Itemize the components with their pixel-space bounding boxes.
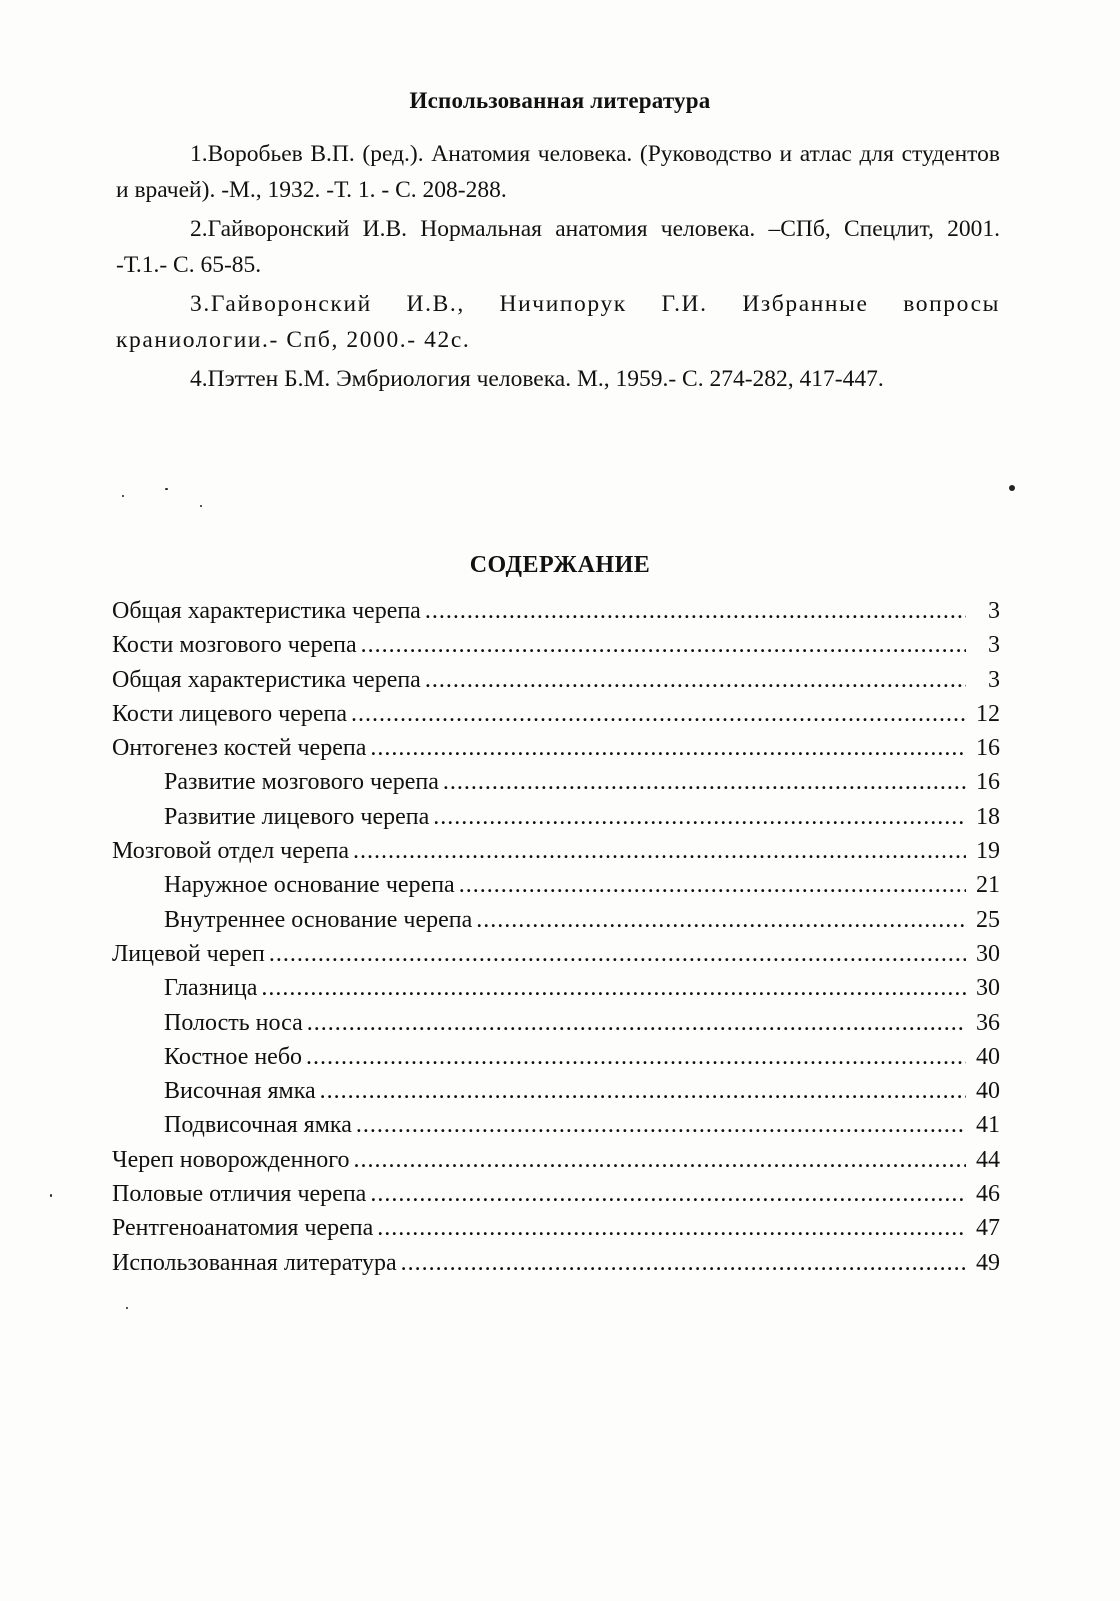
toc-entry bbox=[112, 1143, 1000, 1177]
toc-entry-title: Подвисочная ямка bbox=[164, 1112, 352, 1139]
toc-entry-page: 3 bbox=[988, 666, 1000, 693]
toc-entry bbox=[112, 1246, 1000, 1280]
toc-leader-dots bbox=[320, 1074, 966, 1108]
toc-leader-dots bbox=[307, 1006, 966, 1040]
toc-entry-title: Развитие лицевого черепа bbox=[164, 803, 430, 830]
toc-leader-dots bbox=[261, 971, 966, 1005]
toc-subentry bbox=[112, 1074, 1000, 1108]
toc-entry-page: 47 bbox=[976, 1215, 1000, 1242]
toc-leader-dots bbox=[351, 697, 966, 731]
toc-entry-page: 18 bbox=[976, 803, 1000, 830]
toc-leader-dots bbox=[401, 1246, 966, 1280]
toc-subentry bbox=[112, 903, 1000, 937]
toc-entry-page: 3 bbox=[988, 632, 1000, 659]
toc-entry-page: 40 bbox=[976, 1043, 1000, 1070]
toc-leader-dots bbox=[269, 937, 966, 971]
toc-subentry bbox=[112, 800, 1000, 834]
reference-item: 2.Гайворонский И.В. Нормальная анатомия человека. –СПб, Спецлит, 2001. -Т.1.- С. 65-85. bbox=[116, 216, 1000, 278]
toc-leader-dots bbox=[361, 628, 966, 662]
toc-entry bbox=[112, 1211, 1000, 1245]
toc-subentry bbox=[112, 765, 1000, 799]
toc-entry-page: 40 bbox=[976, 1078, 1000, 1105]
toc-leader-dots bbox=[425, 594, 966, 628]
toc-entry-title: Общая характеристика черепа bbox=[112, 598, 421, 624]
toc-entry-page: 21 bbox=[976, 872, 1000, 899]
toc-leader-dots bbox=[370, 731, 966, 765]
toc-subentry bbox=[112, 1006, 1000, 1040]
reference-item: 1.Воробьев В.П. (ред.). Анатомия человека. (Руководство и атлас для студентов и врачей). -М., 1932. -Т. 1. - С. 208-288. bbox=[116, 141, 1000, 203]
toc-leader-dots bbox=[370, 1177, 966, 1211]
toc-entry-page: 3 bbox=[988, 598, 1000, 624]
toc-entry-title: Развитие мозгового черепа bbox=[164, 769, 439, 796]
toc-subentry bbox=[112, 971, 1000, 1005]
toc-entry-page: 30 bbox=[976, 940, 1000, 967]
toc-entry-title: Костное небо bbox=[164, 1043, 303, 1070]
toc-leader-dots bbox=[356, 1108, 966, 1142]
toc-entry-title: Глазница bbox=[164, 975, 258, 1002]
toc-entry-title: Череп новорожденного bbox=[112, 1146, 350, 1173]
toc-entry-page: 36 bbox=[976, 1009, 1000, 1036]
scan-speck bbox=[1009, 485, 1015, 491]
toc-leader-dots bbox=[353, 834, 966, 868]
toc-entry-title: Наружное основание черепа bbox=[164, 872, 455, 899]
toc-entry-page: 41 bbox=[976, 1112, 1000, 1139]
reference-item: 3.Гайворонский И.В., Ничипорук Г.И. Избранные вопросы краниологии.- Спб, 2000.- 42с. bbox=[116, 291, 1000, 353]
toc-subentry bbox=[112, 1040, 1000, 1074]
toc-entry-page: 46 bbox=[976, 1181, 1000, 1208]
toc-entry-title: Лицевой череп bbox=[112, 940, 265, 967]
toc-leader-dots bbox=[433, 800, 966, 834]
toc-entry-title: Общая характеристика черепа bbox=[112, 666, 421, 693]
references-heading: Использованная литература bbox=[409, 88, 711, 113]
toc-leader-dots bbox=[354, 1143, 966, 1177]
toc-entry-title: Мозговой отдел черепа bbox=[112, 838, 350, 865]
reference-item: 4.Пэттен Б.М. Эмбриология человека. М., 1959.- С. 274-282, 417-447. bbox=[190, 366, 884, 392]
toc-subentry bbox=[112, 868, 1000, 902]
toc-entry bbox=[112, 1177, 1000, 1211]
toc-entry bbox=[112, 628, 1000, 662]
toc-entry-title: Височная ямка bbox=[164, 1078, 316, 1105]
toc-entry-page: 12 bbox=[976, 700, 1000, 727]
scan-speck bbox=[200, 505, 202, 507]
table-of-contents bbox=[112, 594, 1000, 1280]
toc-entry-title: Полость носа bbox=[164, 1009, 303, 1036]
toc-heading: СОДЕРЖАНИЕ bbox=[469, 552, 651, 578]
toc-leader-dots bbox=[459, 868, 966, 902]
toc-entry bbox=[112, 937, 1000, 971]
scan-speck bbox=[165, 488, 168, 490]
toc-entry bbox=[112, 594, 1000, 628]
toc-subentry bbox=[112, 1108, 1000, 1142]
toc-entry-title: Онтогенез костей черепа bbox=[112, 735, 367, 762]
toc-entry-title: Половые отличия черепа bbox=[112, 1181, 367, 1208]
toc-entry bbox=[112, 663, 1000, 697]
toc-entry-title: Кости лицевого черепа bbox=[112, 700, 347, 727]
toc-entry-page: 16 bbox=[976, 769, 1000, 796]
toc-leader-dots bbox=[443, 765, 966, 799]
toc-entry-page: 19 bbox=[976, 838, 1000, 865]
toc-entry-page: 49 bbox=[976, 1249, 1000, 1276]
toc-entry-page: 16 bbox=[976, 735, 1000, 762]
toc-entry-title: Кости мозгового черепа bbox=[112, 632, 357, 659]
toc-entry-title: Рентгеноанатомия черепа bbox=[112, 1215, 374, 1242]
toc-leader-dots bbox=[425, 663, 966, 697]
toc-leader-dots bbox=[476, 903, 966, 937]
scan-speck bbox=[122, 495, 124, 497]
toc-entry-title: Использованная литература bbox=[112, 1249, 397, 1276]
toc-entry bbox=[112, 731, 1000, 765]
toc-entry bbox=[112, 697, 1000, 731]
toc-entry-title: Внутреннее основание черепа bbox=[164, 906, 473, 933]
toc-leader-dots bbox=[306, 1040, 966, 1074]
toc-leader-dots bbox=[377, 1211, 966, 1245]
scan-speck bbox=[50, 1194, 52, 1197]
scan-speck bbox=[126, 1307, 128, 1309]
toc-entry-page: 25 bbox=[976, 906, 1000, 933]
toc-entry bbox=[112, 834, 1000, 868]
toc-entry-page: 30 bbox=[976, 975, 1000, 1002]
references-list bbox=[116, 136, 1000, 400]
toc-entry-page: 44 bbox=[976, 1146, 1000, 1173]
